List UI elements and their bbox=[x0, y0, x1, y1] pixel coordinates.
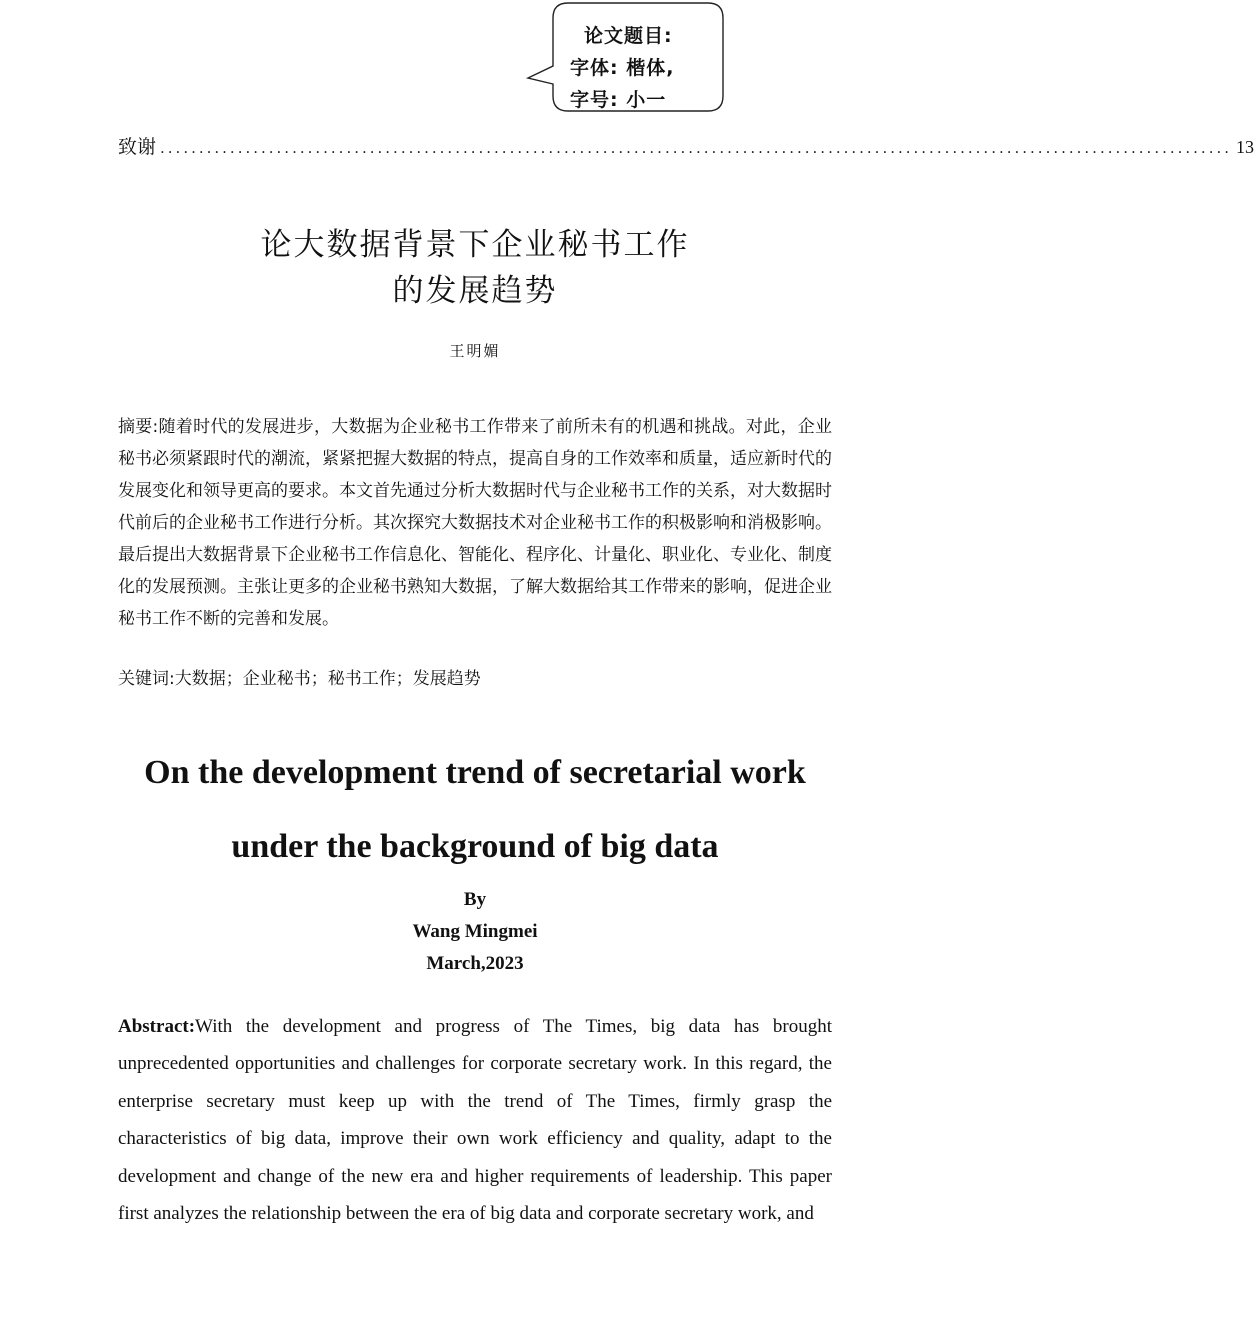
english-title-line-1: On the development trend of secretarial work bbox=[144, 754, 806, 791]
english-abstract bbox=[118, 1008, 832, 1232]
english-byline bbox=[0, 884, 950, 980]
callout-line-2: 字体: 楷体, bbox=[570, 57, 675, 79]
chinese-abstract-text: 随着时代的发展进步，大数据为企业秘书工作带来了前所未有的机遇和挑战。对此，企业秘书必须紧跟时代的潮流，紧紧把握大数据的特点，提高自身的工作效率和质量，适应新时代的发展变化和领导更高的要求。本文首先通过分析大数据时代与企业秘书工作的关系，对大数据时代前后的企业秘书工作进行分析。其次探究大数据技术对企业秘书工作的积极影响和消极影响。最后提出大数据背景下企业秘书工作信息化、智能化、程序化、计量化、职业化、专业化、制度化的发展预测。主张让更多的企业秘书熟知大数据，了解大数据给其工作带来的影响，促进企业秘书工作不断的完善和发展。 bbox=[118, 417, 832, 629]
english-by: By bbox=[463, 889, 487, 910]
chinese-title bbox=[0, 222, 950, 314]
chinese-keywords-text: 大数据；企业秘书；秘书工作；发展趋势 bbox=[174, 669, 481, 689]
chinese-keywords bbox=[118, 665, 832, 693]
chinese-title-line-2: 的发展趋势 bbox=[392, 273, 558, 309]
chinese-abstract bbox=[118, 411, 832, 635]
english-title-line-2: under the background of big data bbox=[231, 828, 719, 865]
toc-entry-acknowledgements[interactable] bbox=[118, 132, 1254, 158]
english-abstract-text: With the development and progress of The Times, big data has brought unprecedented opportunities and challenges for corporate secretary work. In this regard, the enterprise secretary must keep up with the trend of The Times, firmly grasp the characteristics of big data, improve their own work efficiency and quality, adapt to the development and change of the new era and higher requirements of leadership. This paper first analyzes the relationship between the era of big data and corporate secretary work, and bbox=[118, 1016, 832, 1225]
toc-leader-dots: .......................................................................................................................................... bbox=[160, 139, 1233, 157]
callout-line-1: 论文题目: bbox=[584, 25, 673, 47]
toc-page-number: 13 bbox=[1236, 137, 1254, 157]
english-title bbox=[0, 736, 950, 884]
toc-label: 致谢 bbox=[118, 136, 157, 158]
english-abstract-label: Abstract: bbox=[118, 1016, 196, 1037]
chinese-keywords-label: 关键词: bbox=[118, 669, 175, 689]
english-date: March,2023 bbox=[426, 953, 524, 974]
callout-line-3: 字号: 小一 bbox=[570, 89, 667, 111]
annotation-callout bbox=[552, 2, 722, 110]
chinese-title-line-1: 论大数据背景下企业秘书工作 bbox=[260, 227, 690, 263]
chinese-abstract-label: 摘要: bbox=[118, 417, 159, 437]
chinese-author: 王明媚 bbox=[449, 342, 501, 360]
english-author: Wang Mingmei bbox=[412, 921, 538, 942]
